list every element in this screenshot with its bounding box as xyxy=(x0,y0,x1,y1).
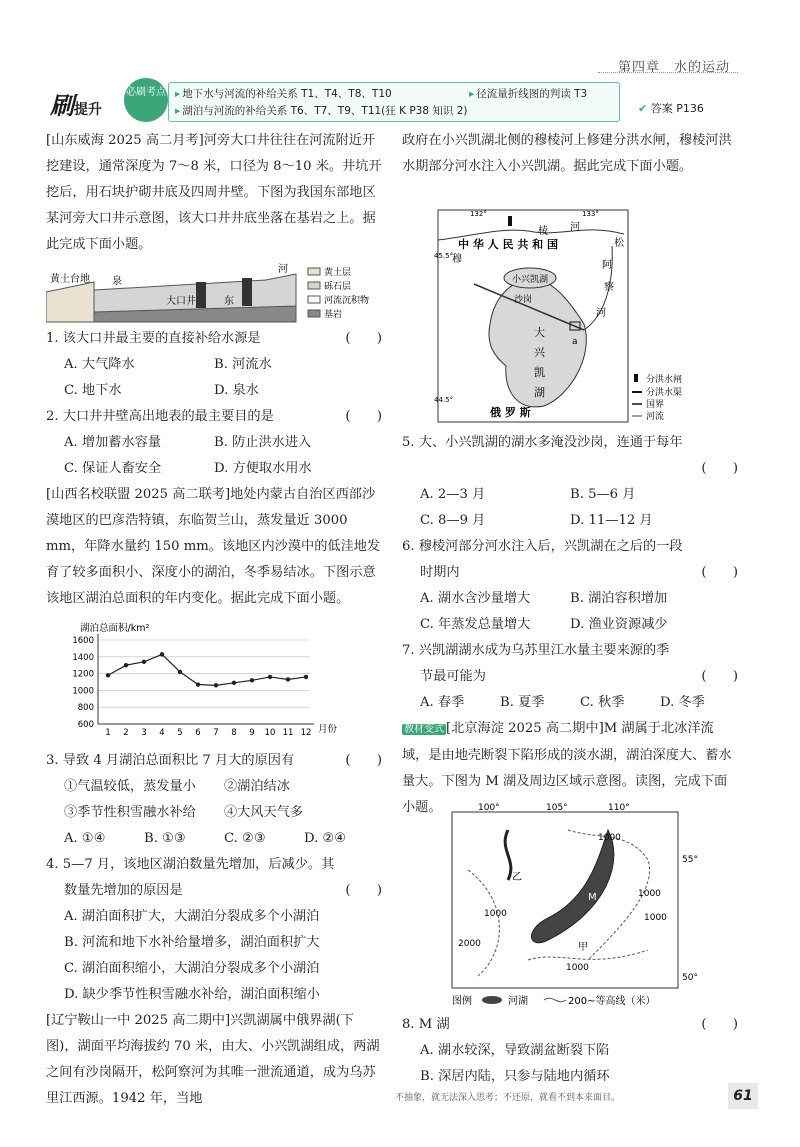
intro-passage-3b: 政府在小兴凯湖北侧的穆棱河上修建分洪水闸，穆棱河洪水期部分河水注入小兴凯湖。据此完成下面小题。 xyxy=(402,133,732,174)
q4-option-c[interactable]: C. 湖泊面积缩小，大湖泊分裂成多个小湖泊 xyxy=(64,961,320,976)
right-intro-continued xyxy=(402,128,738,180)
left-questions-1-2 xyxy=(46,326,382,612)
chart-y-tick-label: 600 xyxy=(77,720,94,730)
q7-option-c[interactable]: C. 秋季 xyxy=(580,695,625,710)
badge-must-points: 必刷考点 xyxy=(124,78,168,122)
chart-y-tick-label: 1600 xyxy=(72,636,94,646)
chart-x-tick-label: 9 xyxy=(249,728,255,738)
map1-lon-133: 133° xyxy=(582,210,599,218)
legend-river: 河流 xyxy=(646,412,665,422)
q3-answer-bracket[interactable]: ( ) xyxy=(345,753,382,768)
well-wall-left xyxy=(196,282,206,308)
chapter-title: 第四章 水的运动 xyxy=(617,60,730,75)
chart-data-point xyxy=(268,675,272,679)
q4-option-a[interactable]: A. 湖泊面积扩大，大湖泊分裂成多个小湖泊 xyxy=(64,909,320,924)
label-loess-platform: 黄土台地 xyxy=(50,274,90,285)
question-4-line1: 4. 5—7 月，该地区湖泊数量先增加，后减少。其 xyxy=(46,857,335,872)
chart-data-point xyxy=(160,652,164,656)
label-song: 松 xyxy=(614,238,624,249)
chart-y-tick-label: 1200 xyxy=(72,669,94,680)
m-lake-map xyxy=(448,800,734,1010)
knowledge-points-box xyxy=(168,82,620,122)
legend-swatch-sediment xyxy=(308,296,320,303)
chart-title: 湖泊总面积/km² xyxy=(80,623,150,634)
contour-label-2: 1000 xyxy=(484,909,507,919)
right-question-8 xyxy=(402,1012,738,1090)
q3-statements-row1 xyxy=(46,774,382,800)
well-wall-right xyxy=(242,278,252,306)
chart-data-point xyxy=(106,673,110,677)
q3-options xyxy=(46,826,382,852)
question-2 xyxy=(46,404,382,430)
q8-option-b[interactable]: B. 深居内陆，只参与陆地内循环 xyxy=(420,1069,610,1084)
q1-option-c[interactable]: C. 地下水 xyxy=(64,383,122,398)
q3-statement-1: ①气温较低，蒸发量小 xyxy=(64,779,196,794)
label-a: 阿 xyxy=(602,260,612,271)
map1-lon-132: 132° xyxy=(470,210,487,218)
question-7-line1: 7. 兴凯湖湖水成为乌苏里江水量主要来源的季 xyxy=(402,643,670,658)
intro-passage-3: [辽宁鞍山一中 2025 高二期中]兴凯湖属中俄界湖(下图)，湖面平均海拔约 70 米，由大、小兴凯湖组成，两湖之间有沙岗隔开，松阿察河为其唯一泄流通道，成为乌苏里江西源。1942 年，当地 xyxy=(46,1013,380,1106)
map1-lat-44.5: 44.5° xyxy=(434,396,454,404)
label-he2: 河 xyxy=(596,308,606,319)
brand-big: 刷 xyxy=(50,92,74,120)
label-yi: 乙 xyxy=(512,872,522,883)
chart-line-path xyxy=(108,654,306,685)
q6-options-row2 xyxy=(402,612,738,638)
left-column xyxy=(46,128,382,258)
legend-border: 国界 xyxy=(646,400,665,410)
q4-option-d[interactable]: D. 缺少季节性积雪融水补给，湖泊面积缩小 xyxy=(64,987,320,1002)
label-da: 大 xyxy=(534,326,545,339)
legend-channel: 分洪水渠 xyxy=(646,388,683,398)
chart-x-tick-label: 11 xyxy=(282,728,294,738)
chart-x-tick-label: 12 xyxy=(300,728,312,738)
q1-option-a[interactable]: A. 大气降水 xyxy=(64,357,135,372)
legend-loess: 黄土层 xyxy=(324,268,352,278)
label-kai: 凯 xyxy=(534,366,545,379)
chart-data-point xyxy=(178,670,182,674)
chart-data-point xyxy=(196,682,200,686)
q2-options-row1 xyxy=(46,430,382,456)
q5-option-d[interactable]: D. 11—12 月 xyxy=(570,513,653,528)
map2-legend-contour: 200~等高线（米） xyxy=(568,996,656,1007)
label-east: 东 xyxy=(224,296,234,307)
q3-statement-4: ④大风天气多 xyxy=(224,805,304,820)
q2-stem: 2. 大口井井壁高出地表的最主要目的是 xyxy=(46,409,274,424)
xingkai-lake-map xyxy=(434,206,734,428)
label-xing: 兴 xyxy=(534,346,545,359)
q1-options-row2 xyxy=(46,378,382,404)
chart-x-tick-label: 10 xyxy=(264,728,276,738)
intro-passage-2: [山西名校联盟 2025 高二联考]地处内蒙古自治区西部沙漠地区的巴彦浩特镇，东临贺兰山，蒸发量近 3000 mm，年降水量约 150 mm。该地区内沙漠中的低洼地发育了较多面积小、深度小的湖泊，冬季易结冰。下图示意该地区湖泊总面积的年内变化。据此完成下面小题。 xyxy=(46,487,381,606)
q5-options-row2 xyxy=(402,508,738,534)
intro-passage-1: [山东威海 2025 高二月考]河旁大口井往往在河流附近开挖建设，通常深度为 7～8 米，口径为 8～10 米。井坑开挖后，用石块护砌井底及四周井壁。下图为我国东部地区某河旁大口井示意图，该大口井井底坐落在基岩之上。据此完成下面小题。 xyxy=(46,133,382,252)
chapter-rule xyxy=(598,72,738,73)
q7-answer-bracket[interactable]: ( ) xyxy=(701,669,738,684)
map2-lat-55: 55° xyxy=(682,855,698,865)
legend-bedrock: 基岩 xyxy=(324,310,343,320)
map1-lat-45.5: 45.5° xyxy=(434,252,454,260)
map1-country-cn: 中 华 人 民 共 和 国 xyxy=(458,238,558,251)
legend-swatch-loess xyxy=(308,268,320,275)
q7-option-a[interactable]: A. 春季 xyxy=(420,695,465,710)
knowledge-point-2: ▸ 径流量折线图的判读 T3 xyxy=(469,86,587,101)
chart-x-tick-label: 1 xyxy=(105,728,111,738)
q6-answer-bracket[interactable]: ( ) xyxy=(701,565,738,580)
page-number: 61 xyxy=(728,1083,758,1109)
q8-stem: 8. M 湖 xyxy=(402,1017,450,1032)
map2-lon-110: 110° xyxy=(608,803,630,813)
question-1 xyxy=(46,326,382,352)
label-jia: 甲 xyxy=(578,942,588,953)
chart-x-tick-label: 5 xyxy=(177,728,183,738)
chart-grid xyxy=(98,640,310,724)
legend-contour-swatch xyxy=(544,998,566,1001)
q7-option-b[interactable]: B. 夏季 xyxy=(500,695,545,710)
q6-options-row1 xyxy=(402,586,738,612)
contour-label-1: 1000 xyxy=(598,833,621,843)
chart-data-point xyxy=(232,681,236,685)
label-shagang: 沙岗 xyxy=(514,295,533,305)
q2-option-c[interactable]: C. 保证人畜安全 xyxy=(64,461,162,476)
map2-legend-lake: 河湖 xyxy=(508,996,528,1007)
chart-x-tick-label: 6 xyxy=(195,728,201,738)
chart-data-point xyxy=(304,675,308,679)
question-7-line2 xyxy=(402,664,738,690)
right-questions-5-7 xyxy=(402,430,738,821)
footer-motto: 不抽象，就无法深入思考；不还原，就看不到本来面目。 xyxy=(395,1093,621,1103)
chart-data-point xyxy=(286,677,290,681)
q6-stem-2: 时期内 xyxy=(420,565,460,580)
legend-swatch-gravel xyxy=(308,282,320,289)
legend-gate: 分洪水闸 xyxy=(646,375,683,385)
question-4-line2 xyxy=(46,878,382,904)
question-8 xyxy=(402,1012,738,1038)
q3-option-b[interactable]: B. ①③ xyxy=(144,831,186,846)
q5-bracket-row xyxy=(402,456,738,482)
map2-frame xyxy=(452,812,678,988)
question-6-line2 xyxy=(402,560,738,586)
chart-data-point xyxy=(142,660,146,664)
knowledge-point-3: ▸ 湖泊与河流的补给关系 T6、T7、T9、T11(狂 K P38 知识 2) xyxy=(175,103,467,118)
q7-stem-2: 节最可能为 xyxy=(420,669,486,684)
chart-x-tick-label: 4 xyxy=(159,728,165,738)
q3-option-c[interactable]: C. ②③ xyxy=(224,831,266,846)
q1-stem: 1. 该大口井最主要的直接补给水源是 xyxy=(46,331,261,346)
q6-option-c[interactable]: C. 年蒸发总量增大 xyxy=(420,617,531,632)
chart-x-tick-label: 7 xyxy=(213,728,219,738)
answer-page: 答案 P136 xyxy=(650,102,704,115)
contour-label-3: 2000 xyxy=(458,939,481,949)
q1-options-row1 xyxy=(46,352,382,378)
map2-legend-title: 图例 xyxy=(452,996,472,1007)
label-river: 河 xyxy=(278,264,288,275)
q1-option-b[interactable]: B. 河流水 xyxy=(214,357,272,372)
q8-answer-bracket[interactable]: ( ) xyxy=(701,1017,738,1032)
legend-icon-gate xyxy=(634,374,638,382)
q2-option-a[interactable]: A. 增加蓄水容量 xyxy=(64,435,162,450)
q3-stem: 3. 导致 4 月湖泊总面积比 7 月大的原因有 xyxy=(46,753,295,768)
q6-option-a[interactable]: A. 湖水含沙量增大 xyxy=(420,591,531,606)
chart-x-ticks xyxy=(105,728,311,738)
q7-option-d[interactable]: D. 冬季 xyxy=(660,695,705,710)
q5-option-c[interactable]: C. 8—9 月 xyxy=(420,513,486,528)
chart-x-tick-label: 2 xyxy=(123,728,129,738)
intro-passage-4-text: [北京海淀 2025 高二期中]M 湖属于北冰洋流域，是由地壳断裂下陷形成的淡水湖，湖泊深度大、蓄水量大。下图为 M 湖及周边区域示意图。读图，完成下面小题。 xyxy=(402,721,732,815)
label-point-a: a xyxy=(572,337,578,347)
q8-option-a[interactable]: A. 湖水较深，导致湖盆断裂下陷 xyxy=(420,1043,610,1058)
left-questions-3-4 xyxy=(46,748,382,1112)
flood-gate xyxy=(508,216,512,226)
contour-label-6: 1000 xyxy=(644,913,667,923)
question-3 xyxy=(46,748,382,774)
chart-series-points xyxy=(106,652,308,687)
textbook-variant-tag: 教材变式 xyxy=(404,724,444,735)
label-m: M xyxy=(588,892,597,903)
knowledge-point-1: ▸ 地下水与河流的补给关系 T1、T4、T8、T10 xyxy=(175,86,392,101)
chart-data-point xyxy=(250,678,254,682)
q4-answer-bracket[interactable]: ( ) xyxy=(345,883,382,898)
q2-options-row2 xyxy=(46,456,382,482)
check-icon: ✔ xyxy=(638,102,648,115)
chart-y-tick-label: 800 xyxy=(77,703,94,714)
legend-swatch-bedrock xyxy=(308,310,320,317)
q5-answer-bracket[interactable]: ( ) xyxy=(701,461,738,476)
chart-data-point xyxy=(214,683,218,687)
answer-ref xyxy=(638,100,704,116)
contour-label-4: 1000 xyxy=(638,889,661,899)
question-5: 5. 大、小兴凯湖的湖水多淹没沙岗，连通于每年 xyxy=(402,435,683,450)
q1-answer-bracket[interactable]: ( ) xyxy=(345,331,382,346)
question-6-line1: 6. 穆棱河部分河水注入后，兴凯湖在之后的一段 xyxy=(402,539,683,554)
loess-platform xyxy=(46,282,94,322)
label-big-well: 大口井 xyxy=(166,296,196,307)
map1-country-ru: 俄 罗 斯 xyxy=(490,406,531,419)
brand-logo xyxy=(50,86,122,120)
legend-gravel: 砾石层 xyxy=(324,282,352,292)
legend-lake-swatch xyxy=(482,996,502,1004)
q2-answer-bracket[interactable]: ( ) xyxy=(345,409,382,424)
q3-option-a[interactable]: A. ①④ xyxy=(64,831,106,846)
label-spring: 泉 xyxy=(112,276,122,287)
q5-option-a[interactable]: A. 2—3 月 xyxy=(420,487,486,502)
chart-y-tick-label: 1000 xyxy=(72,686,94,697)
label-mu: 穆 xyxy=(452,254,462,265)
label-he1: 河 xyxy=(570,222,580,233)
contour-label-5: 1000 xyxy=(566,963,589,973)
label-small-xingkai: 小兴凯湖 xyxy=(512,275,549,285)
well-diagram xyxy=(46,262,382,324)
chart-x-label: 月份 xyxy=(318,724,338,735)
chart-series-line xyxy=(108,654,306,685)
q3-statement-3: ③季节性积雪融水补给 xyxy=(64,805,196,820)
chart-y-tick-label: 1400 xyxy=(72,652,94,663)
q6-option-d[interactable]: D. 渔业资源减少 xyxy=(570,617,668,632)
lake-area-chart xyxy=(60,620,360,744)
chart-y-ticks xyxy=(72,636,94,730)
q4-option-b[interactable]: B. 河流和地下水补给量增多，湖泊面积扩大 xyxy=(64,935,320,950)
q3-statement-2: ②湖泊结冰 xyxy=(224,779,290,794)
brand-small: 提升 xyxy=(74,102,102,118)
map2-lon-105: 105° xyxy=(546,803,568,813)
chart-x-tick-label: 3 xyxy=(141,728,147,738)
label-hu: 湖 xyxy=(534,386,545,399)
q2-option-d[interactable]: D. 方便取水用水 xyxy=(214,461,312,476)
q1-option-d[interactable]: D. 泉水 xyxy=(214,383,259,398)
q4-stem-2: 数量先增加的原因是 xyxy=(64,883,183,898)
chart-data-point xyxy=(124,663,128,667)
q2-option-b[interactable]: B. 防止洪水进入 xyxy=(214,435,312,450)
q5-options-row1 xyxy=(402,482,738,508)
chart-x-tick-label: 8 xyxy=(231,728,237,738)
q5-option-b[interactable]: B. 5—6 月 xyxy=(570,487,636,502)
q7-options xyxy=(402,690,738,716)
map2-lon-100: 100° xyxy=(478,803,500,813)
label-cha: 察 xyxy=(604,282,614,293)
q3-statements-row2 xyxy=(46,800,382,826)
q3-option-d[interactable]: D. ②④ xyxy=(304,831,347,846)
label-ling: 棱 xyxy=(538,226,548,237)
legend-sediment: 河流沉积物 xyxy=(324,296,370,306)
q6-option-b[interactable]: B. 湖泊容积增加 xyxy=(570,591,668,606)
map2-lat-50: 50° xyxy=(682,973,698,983)
